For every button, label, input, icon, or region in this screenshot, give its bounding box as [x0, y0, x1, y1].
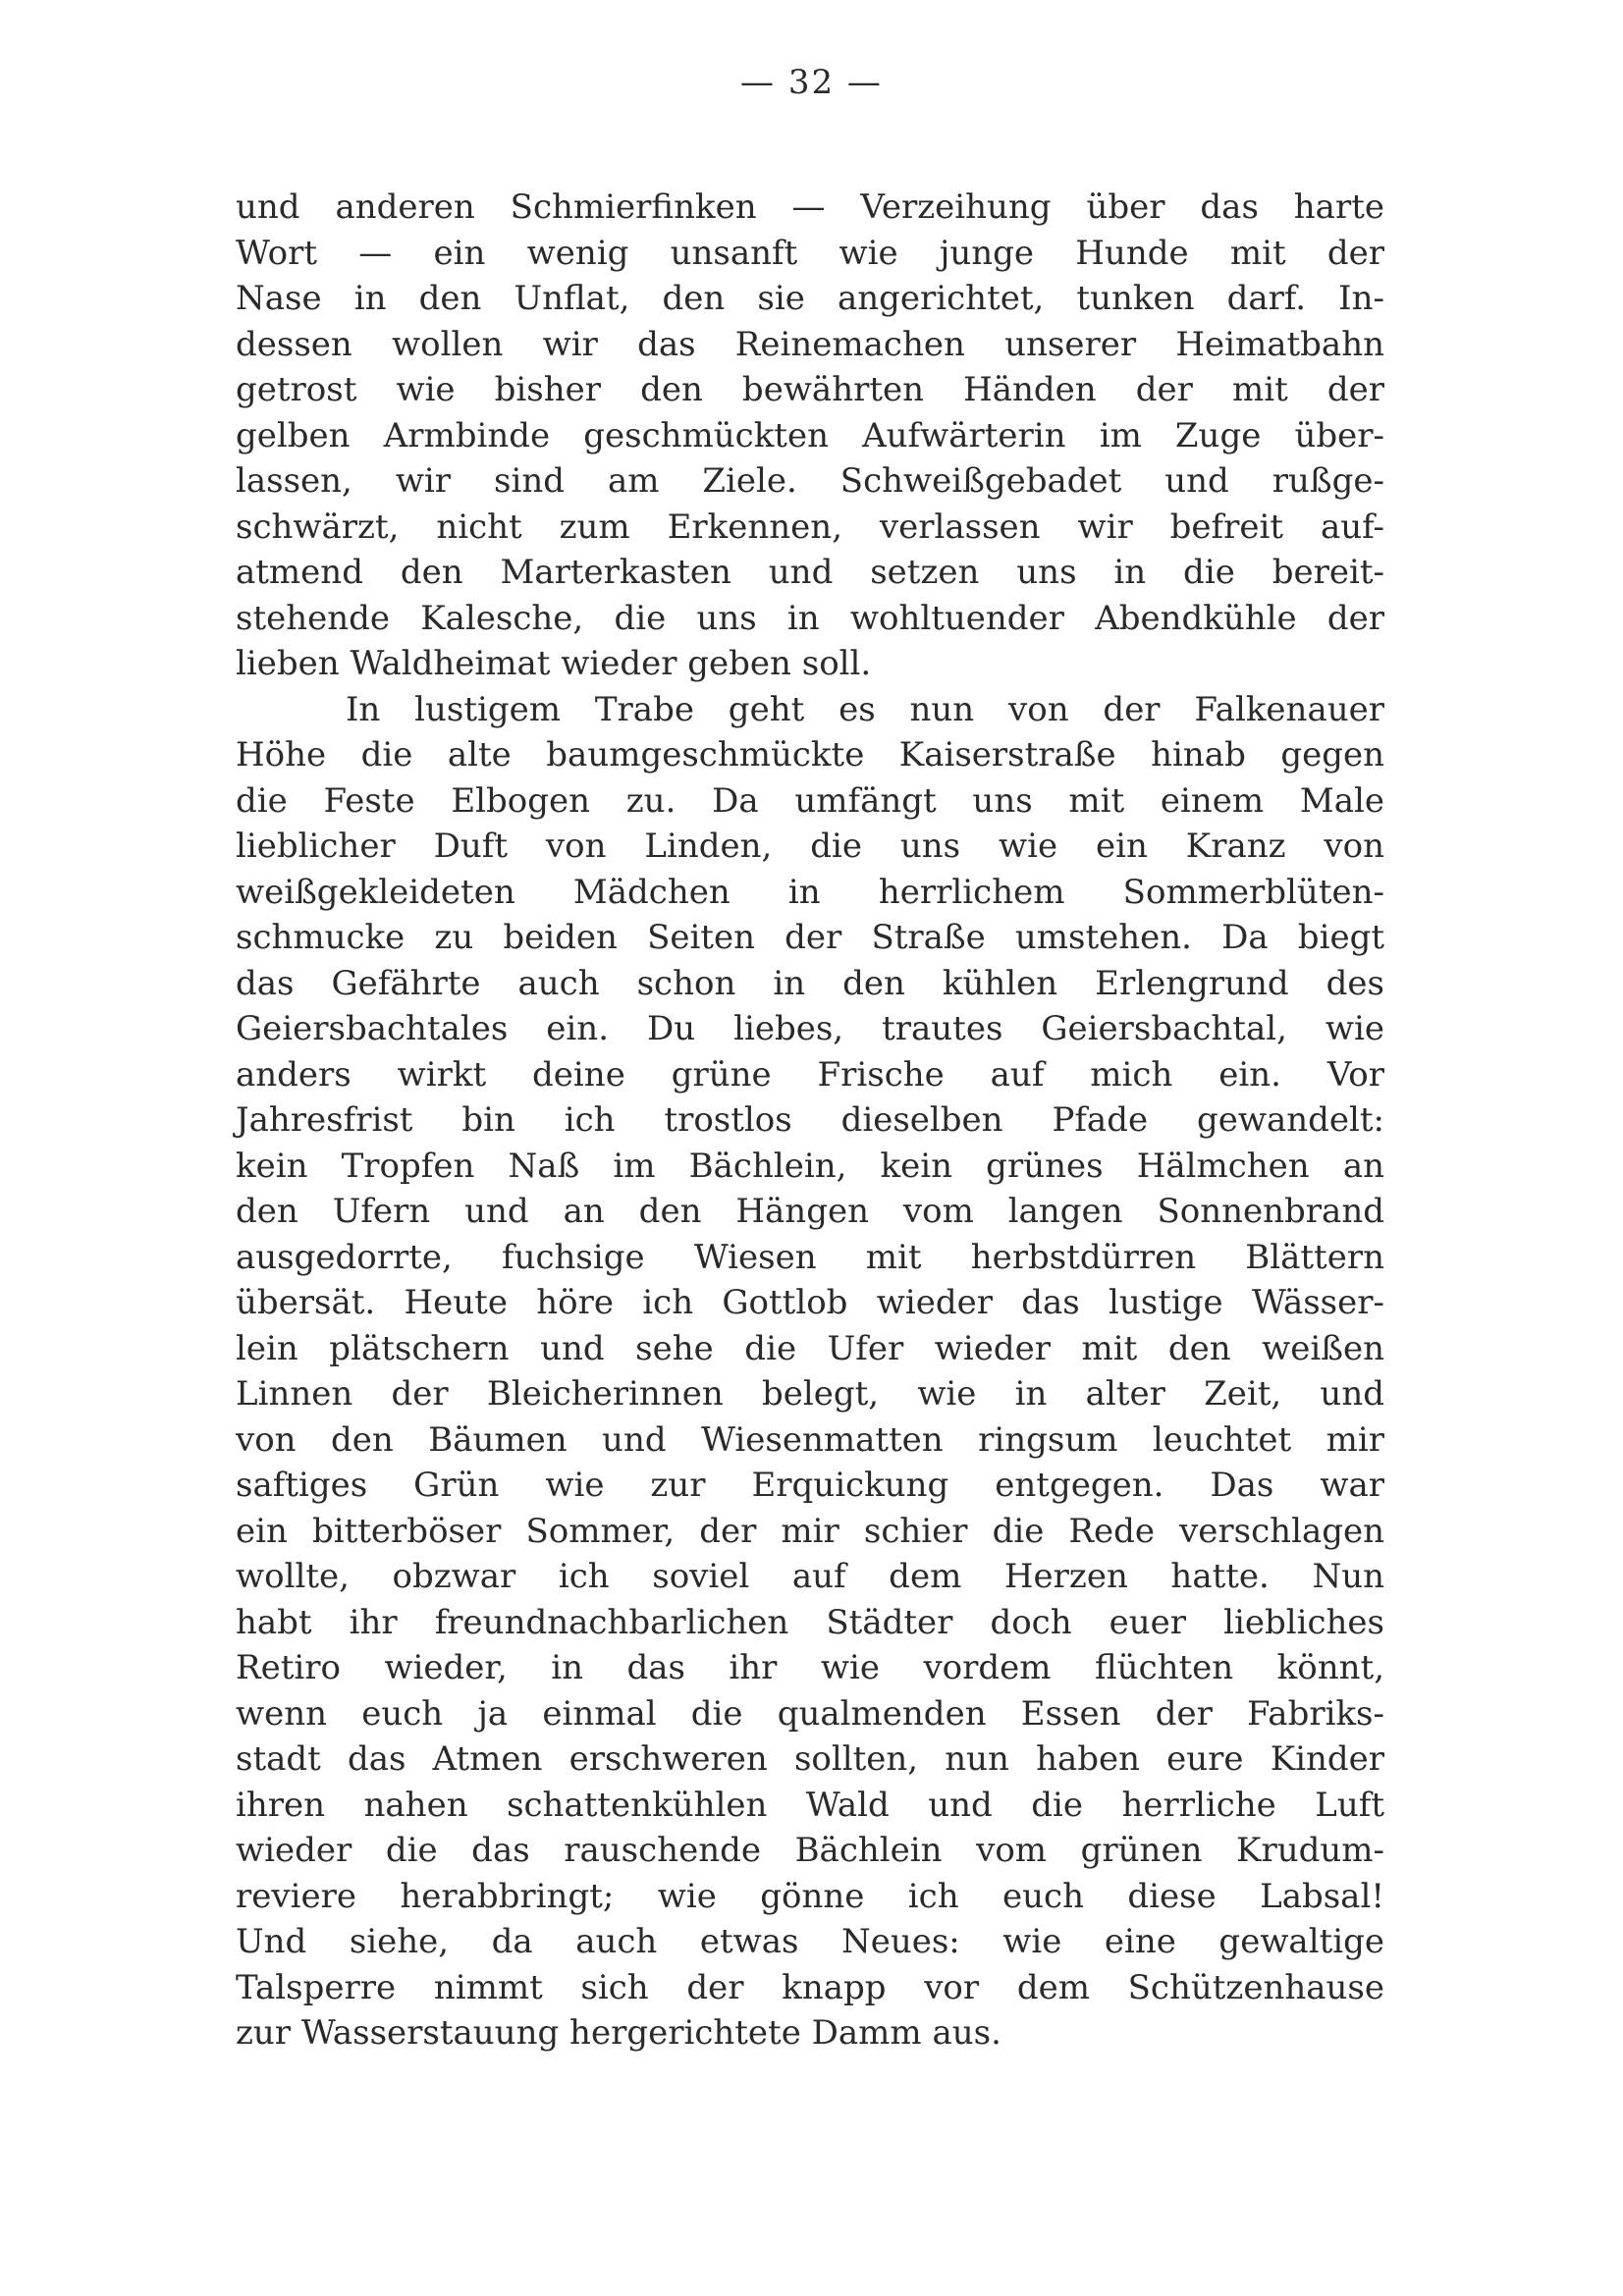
paragraph-1 [236, 185, 1384, 687]
text-line: anders wirkt deine grüne Frische auf mich ein. Vor [236, 1054, 1384, 1095]
text-line: wenn euch ja einmal die qualmenden Essen der Fabriks- [236, 1693, 1384, 1734]
text-line: übersät. Heute höre ich Gottlob wieder das lustige Wässer- [236, 1283, 1384, 1322]
text-line: dessen wollen wir das Reinemachen unserer Heimatbahn [236, 324, 1384, 364]
text-line: das Gefährte auch schon in den kühlen Erlengrund des [236, 963, 1384, 1003]
paragraph-2 [236, 687, 1384, 2056]
text-line: Wort — ein wenig unsanft wie junge Hunde mit der [236, 233, 1384, 273]
text-line: weißgekleideten Mädchen in herrlichem Sommerblüten- [236, 872, 1384, 912]
text-line: lassen, wir sind am Ziele. Schweißgebadet und rußge- [236, 461, 1384, 501]
text-line: lieblicher Duft von Linden, die uns wie ein Kranz von [236, 827, 1384, 866]
text-line: kein Tropfen Naß im Bächlein, kein grünes Hälmchen an [236, 1146, 1384, 1186]
text-line: Höhe die alte baumgeschmückte Kaiserstraße hinab gegen [236, 735, 1384, 774]
text-line: Geiersbachtales ein. Du liebes, trautes Geiersbachtal, wie [236, 1009, 1384, 1048]
text-line: reviere herabbringt; wie gönne ich euch diese Labsal! [236, 1876, 1384, 1916]
text-line: lein plätschern und sehe die Ufer wieder mit den weißen [236, 1328, 1384, 1368]
text-line: schmucke zu beiden Seiten der Straße umstehen. Da biegt [236, 918, 1384, 957]
text-line: getrost wie bisher den bewährten Händen der mit der [236, 370, 1384, 409]
text-line: habt ihr freundnachbarlichen Städter doch euer liebliches [236, 1602, 1384, 1642]
text-line: Talsperre nimmt sich der knapp vor dem Schützenhause [236, 1967, 1384, 2007]
text-line: gelben Armbinde geschmückten Aufwärterin im Zuge über- [236, 415, 1384, 455]
text-line: Nase in den Unflat, den sie angerichtet, tunken darf. In- [236, 279, 1384, 318]
text-line: ein bitterböser Sommer, der mir schier die Rede verschlagen [236, 1511, 1384, 1551]
text-line: stehende Kalesche, die uns in wohltuender Abendkühle der [236, 598, 1384, 638]
text-line: saftiges Grün wie zur Erquickung entgegen. Das war [236, 1466, 1384, 1505]
text-line: In lustigem Trabe geht es nun von der Falkenauer [346, 689, 1384, 729]
text-line: lieben Waldheimat wieder geben soll. [236, 644, 872, 683]
text-line: stadt das Atmen erschweren sollten, nun haben eure Kinder [236, 1739, 1384, 1779]
text-line: Jahresfrist bin ich trostlos dieselben Pfade gewandelt: [236, 1100, 1384, 1140]
text-line: wieder die das rauschende Bächlein vom grünen Krudum- [236, 1831, 1384, 1870]
text-line: wollte, obzwar ich soviel auf dem Herzen hatte. Nun [236, 1557, 1384, 1596]
text-line: ausgedorrte, fuchsige Wiesen mit herbstdürren Blättern [236, 1237, 1384, 1277]
text-line: Und siehe, da auch etwas Neues: wie eine gewaltige [236, 1922, 1384, 1961]
text-line: die Feste Elbogen zu. Da umfängt uns mit einem Male [236, 780, 1384, 821]
text-line: Linnen der Bleicherinnen belegt, wie in alter Zeit, und [236, 1374, 1384, 1414]
text-line: Retiro wieder, in das ihr wie vordem flüchten könnt, [236, 1648, 1384, 1687]
text-line: schwärzt, nicht zum Erkennen, verlassen wir befreit auf- [236, 507, 1384, 547]
text-line: den Ufern und an den Hängen vom langen Sonnenbrand [236, 1192, 1384, 1231]
text-line: von den Bäumen und Wiesenmatten ringsum leuchtet mir [236, 1419, 1384, 1460]
page-number: — 32 — [740, 63, 883, 102]
text-line: und anderen Schmierfinken — Verzeihung über das harte [236, 187, 1384, 227]
text-line: zur Wasserstauung hergerichtete Damm aus. [236, 2013, 1001, 2053]
text-line: atmend den Marterkasten und setzen uns in die bereit- [236, 553, 1384, 592]
body-text [236, 185, 1384, 2056]
text-line: ihren nahen schattenkühlen Wald und die herrliche Luft [236, 1785, 1384, 1825]
